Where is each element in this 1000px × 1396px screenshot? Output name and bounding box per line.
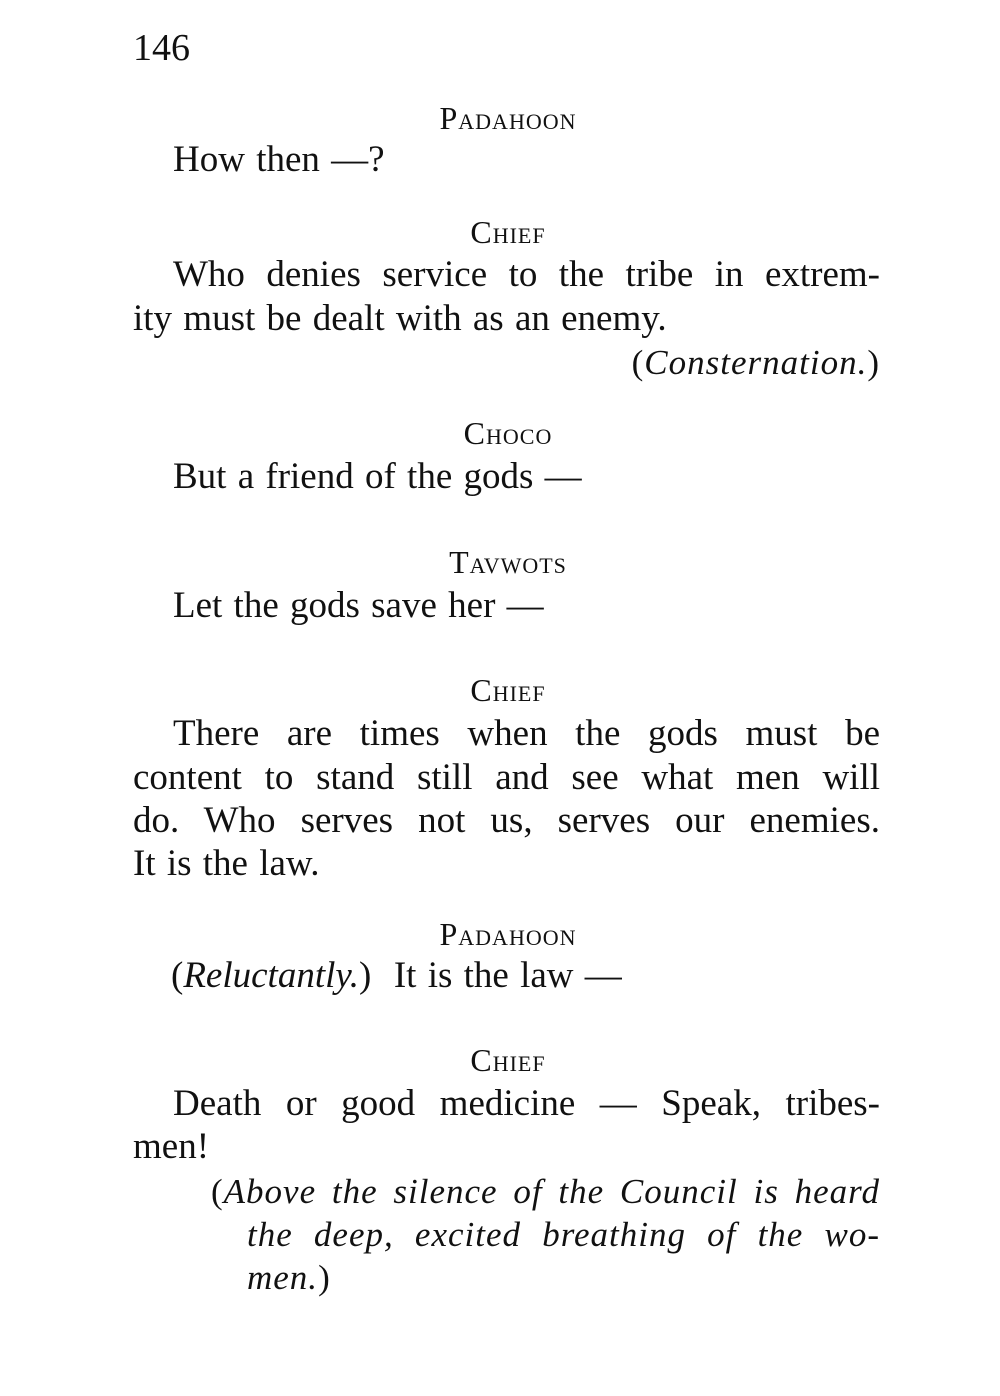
dialogue-line: Let the gods save her — <box>173 585 544 626</box>
stage-direction: the deep, excited breathing of the wo- <box>247 1215 880 1254</box>
speaker-name: Tavwots <box>449 544 567 580</box>
speaker-name: Choco <box>463 415 553 451</box>
dialogue-line: How then —? <box>173 139 385 180</box>
dialogue-line: There are times when the gods must be <box>173 713 880 754</box>
speaker-name: Chief <box>470 672 546 708</box>
stage-direction-text: Consternation. <box>644 343 868 382</box>
page-number: 146 <box>133 27 190 69</box>
dialogue-line: It is the law. <box>133 843 320 884</box>
stage-direction-text: men. <box>247 1258 319 1297</box>
dialogue-text: It is the law — <box>393 955 622 996</box>
speaker-name: Padahoon <box>439 916 577 952</box>
dialogue-line: do. Who serves not us, serves our enemies. <box>133 800 880 841</box>
dialogue-line: Death or good medicine — Speak, tribes- <box>173 1083 880 1124</box>
dialogue-line: men! <box>133 1126 210 1167</box>
dialogue-line: Who denies service to the tribe in extrem- <box>173 254 880 295</box>
stage-direction: (Consternation.) <box>631 343 880 382</box>
dialogue-line: content to stand still and see what men will <box>133 757 880 798</box>
dialogue-line: ity must be dealt with as an enemy. <box>133 298 667 339</box>
speaker-name: Chief <box>470 1042 546 1078</box>
stage-direction-text: Reluctantly. <box>183 955 360 996</box>
dialogue-line: (Reluctantly.) It is the law — <box>171 955 622 996</box>
stage-direction-text: Above the silence of the Council is heard <box>223 1172 880 1211</box>
dialogue-line: But a friend of the gods — <box>173 456 582 497</box>
speaker-name: Padahoon <box>439 100 577 136</box>
speaker-name: Chief <box>470 214 546 250</box>
stage-direction: men.) <box>247 1258 331 1297</box>
stage-direction: (Above the silence of the Council is heard <box>211 1172 880 1211</box>
